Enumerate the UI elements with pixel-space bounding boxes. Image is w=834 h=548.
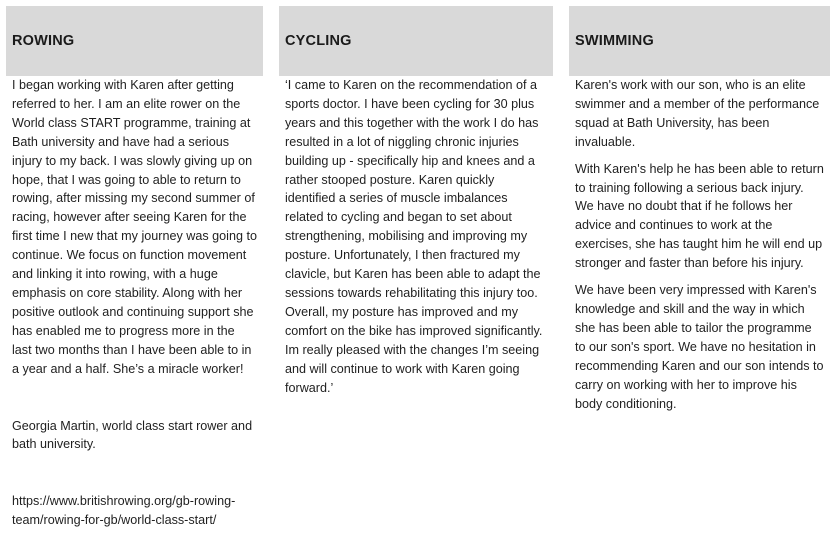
column-heading-cycling: CYCLING — [279, 6, 553, 76]
testimonial-link-rowing[interactable]: https://www.britishrowing.org/gb-rowing-team/rowing-for-gb/world-class-start/ — [12, 494, 236, 528]
testimonial-column-swimming — [569, 6, 830, 413]
testimonial-column-cycling — [279, 6, 553, 397]
testimonial-body-swimming — [569, 76, 830, 413]
testimonial-author-rowing: Georgia Martin, world class start rower and bath university. — [12, 418, 253, 452]
testimonial-body-cycling — [279, 76, 553, 397]
testimonial-paragraph: Karen's work with our son, who is an elite swimmer and a member of the performance squad at Bath University, has been invaluable. — [575, 78, 820, 149]
column-heading-swimming: SWIMMING — [569, 6, 830, 76]
testimonial-paragraph: With Karen's help he has been able to return to training following a serious back injury. We have no doubt that if he follows her advice and continues to work at the exercises, she has taught him he will end up stronger and faster than before his injury. — [575, 161, 824, 271]
testimonial-body-rowing — [6, 76, 263, 530]
testimonial-quote-rowing: I began working with Karen after getting referred to her. I am an elite rower on the World class START programme, training at Bath university and have had a serious injury to my back. I was slowly giving up on hope, that I was going to able to return to rowing, after missing my second summer of racing, however after seeing Karen for the first time I new that my journey was going to continue. We focus on function movement and linking it into rowing, with a huge emphasis on core stability. Along with her positive outlook and continuing support she has enabled me to progress more in the last two months than I have been able to in a year and a half. She’s a miracle worker! — [12, 78, 257, 376]
testimonial-column-rowing — [6, 6, 263, 530]
testimonial-paragraph: We have been very impressed with Karen's knowledge and skill and the way in which she has been able to tailor the programme to our son's sport. We have no hesitation in recommending Karen and our son intends to carry on working with her to improve his body conditioning. — [575, 283, 824, 411]
testimonial-quote-cycling: ‘I came to Karen on the recommendation of a sports doctor. I have been cycling for 30 plus years and this together with the work I do has resulted in a lot of niggling chronic injuries building up - specifically hip and knees and a rather stooped posture. Karen quickly identified a series of muscle imbalances related to cycling and began to set about strengthening, mobilising and improving my posture. Unfortunately, I then fractured my clavicle, but Karen has been able to adapt the sessions towards rehabilitating this injury too. Overall, my posture has improved and my comfort on the bike has improved significantly. Im really pleased with the changes I’m seeing and will continue to work with Karen going forward.’ — [285, 78, 543, 395]
column-heading-rowing: ROWING — [6, 6, 263, 76]
